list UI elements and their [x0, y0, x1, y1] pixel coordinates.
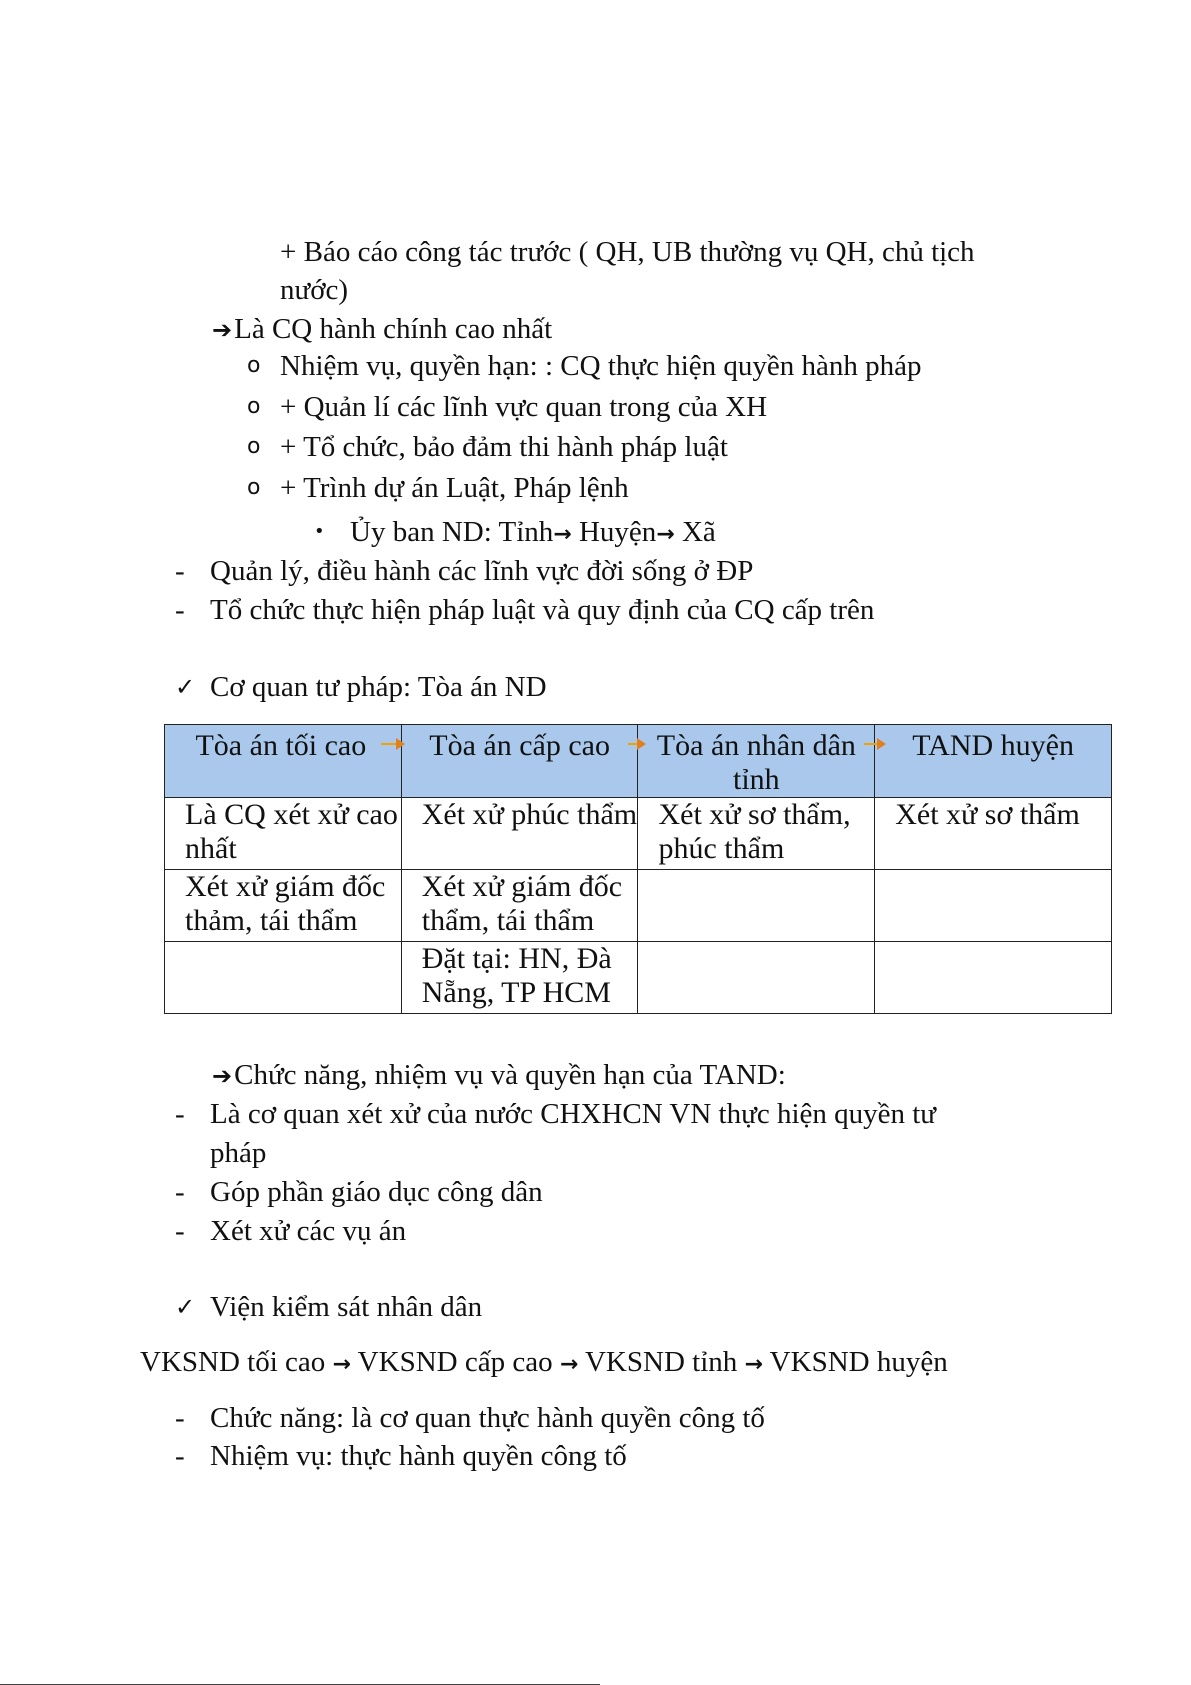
tand-heading-line	[212, 1057, 786, 1094]
dash-bullet: -	[175, 555, 185, 587]
people-committee-line	[350, 514, 716, 553]
dash-bullet: -	[175, 1402, 185, 1434]
committee-level-1: Ủy ban ND: Tỉnh	[350, 516, 554, 548]
arrow-icon: ➔	[212, 1062, 233, 1090]
tand-item: Là cơ quan xét xử của nước CHXHCN VN thực hiện quyền tư	[210, 1098, 937, 1130]
bullet-icon: •	[314, 521, 325, 542]
committee-level-2: Huyện	[571, 516, 657, 548]
vksnd-item: Chức năng: là cơ quan thực hành quyền công tố	[210, 1402, 765, 1434]
table-header-cell: Tòa án tối cao	[165, 725, 402, 798]
circle-bullet-icon: o	[247, 353, 261, 378]
dash-bullet: -	[175, 594, 185, 626]
table-cell: Xét xử giám đốc thảm, tái thẩm	[165, 870, 402, 942]
table-header-row	[165, 725, 1112, 798]
conclusion-line	[212, 311, 552, 348]
vksnd-level: VKSND tỉnh	[578, 1346, 745, 1378]
vksnd-level: VKSND tối cao	[140, 1346, 333, 1378]
dash-bullet: -	[175, 1098, 185, 1130]
arrow-icon: →	[559, 1352, 579, 1377]
tand-item-continued: pháp	[210, 1137, 267, 1169]
table-cell: Xét xử giám đốc thẩm, tái thẩm	[401, 870, 638, 942]
conclusion-text: Là CQ hành chính cao nhất	[234, 313, 553, 345]
table-cell	[165, 942, 402, 1014]
arrow-icon: →	[744, 1352, 763, 1377]
table-cell: Đặt tại: HN, Đà Nẵng, TP HCM	[401, 942, 638, 1014]
dash-bullet: -	[175, 1440, 185, 1472]
dash-bullet: -	[175, 1176, 185, 1208]
dash-bullet: -	[175, 1215, 185, 1247]
table-header-cell: Tòa án nhân dân tỉnh	[638, 725, 875, 798]
vksnd-level: VKSND cấp cao	[350, 1346, 560, 1378]
table-cell	[638, 942, 875, 1014]
tand-item: Xét xử các vụ án	[210, 1215, 407, 1247]
table-row	[165, 798, 1112, 870]
circle-bullet-icon: o	[247, 394, 261, 419]
table-cell	[875, 942, 1112, 1014]
tand-heading: Chức năng, nhiệm vụ và quyền hạn của TAND:	[234, 1059, 786, 1091]
arrow-icon: ➔	[212, 316, 233, 344]
table-header-cell: TAND huyện	[875, 725, 1112, 798]
table-header-cell: Tòa án cấp cao	[401, 725, 638, 798]
table-row	[165, 942, 1112, 1014]
arrow-icon	[864, 743, 884, 745]
table-cell: Là CQ xét xử cao nhất	[165, 798, 402, 870]
judicial-heading: Cơ quan tư pháp: Tòa án ND	[210, 671, 547, 703]
duty-item: Nhiệm vụ, quyền hạn: : CQ thực hiện quyền hành pháp	[280, 350, 922, 382]
table-cell: Xét xử phúc thẩm	[401, 798, 638, 870]
table-cell	[875, 870, 1112, 942]
vksnd-heading: Viện kiểm sát nhân dân	[210, 1291, 483, 1323]
table-cell: Xét xử sơ thẩm, phúc thẩm	[638, 798, 875, 870]
circle-bullet-icon: o	[247, 434, 261, 459]
committee-level-3: Xã	[674, 516, 716, 548]
checkmark-icon: ✓	[175, 673, 196, 701]
report-line-2: nước)	[280, 274, 349, 306]
arrow-icon: →	[656, 522, 675, 547]
committee-task: Quản lý, điều hành các lĩnh vực đời sống ở ĐP	[210, 555, 754, 587]
committee-task: Tổ chức thực hiện pháp luật và quy định của CQ cấp trên	[210, 594, 875, 626]
duty-item: + Tổ chức, bảo đảm thi hành pháp luật	[280, 431, 728, 463]
checkmark-icon: ✓	[175, 1293, 196, 1321]
circle-bullet-icon: o	[247, 475, 261, 500]
table-row	[165, 870, 1112, 942]
arrow-icon: →	[332, 1352, 351, 1377]
arrow-icon: →	[553, 522, 572, 547]
duty-item: + Quản lí các lĩnh vực quan trong của XH	[280, 391, 768, 423]
report-line-1: + Báo cáo công tác trước ( QH, UB thường vụ QH, chủ tịch	[280, 236, 975, 268]
table-cell: Xét xử sơ thẩm	[875, 798, 1112, 870]
table-cell	[638, 870, 875, 942]
tand-item: Góp phần giáo dục công dân	[210, 1176, 543, 1208]
arrow-icon	[381, 743, 403, 745]
arrow-icon	[628, 743, 644, 745]
vksnd-hierarchy-line	[140, 1344, 948, 1383]
duty-item: + Trình dự án Luật, Pháp lệnh	[280, 472, 629, 504]
vksnd-level: VKSND huyện	[762, 1346, 948, 1378]
vksnd-item: Nhiệm vụ: thực hành quyền công tố	[210, 1440, 627, 1472]
court-hierarchy-table	[164, 724, 1112, 1014]
